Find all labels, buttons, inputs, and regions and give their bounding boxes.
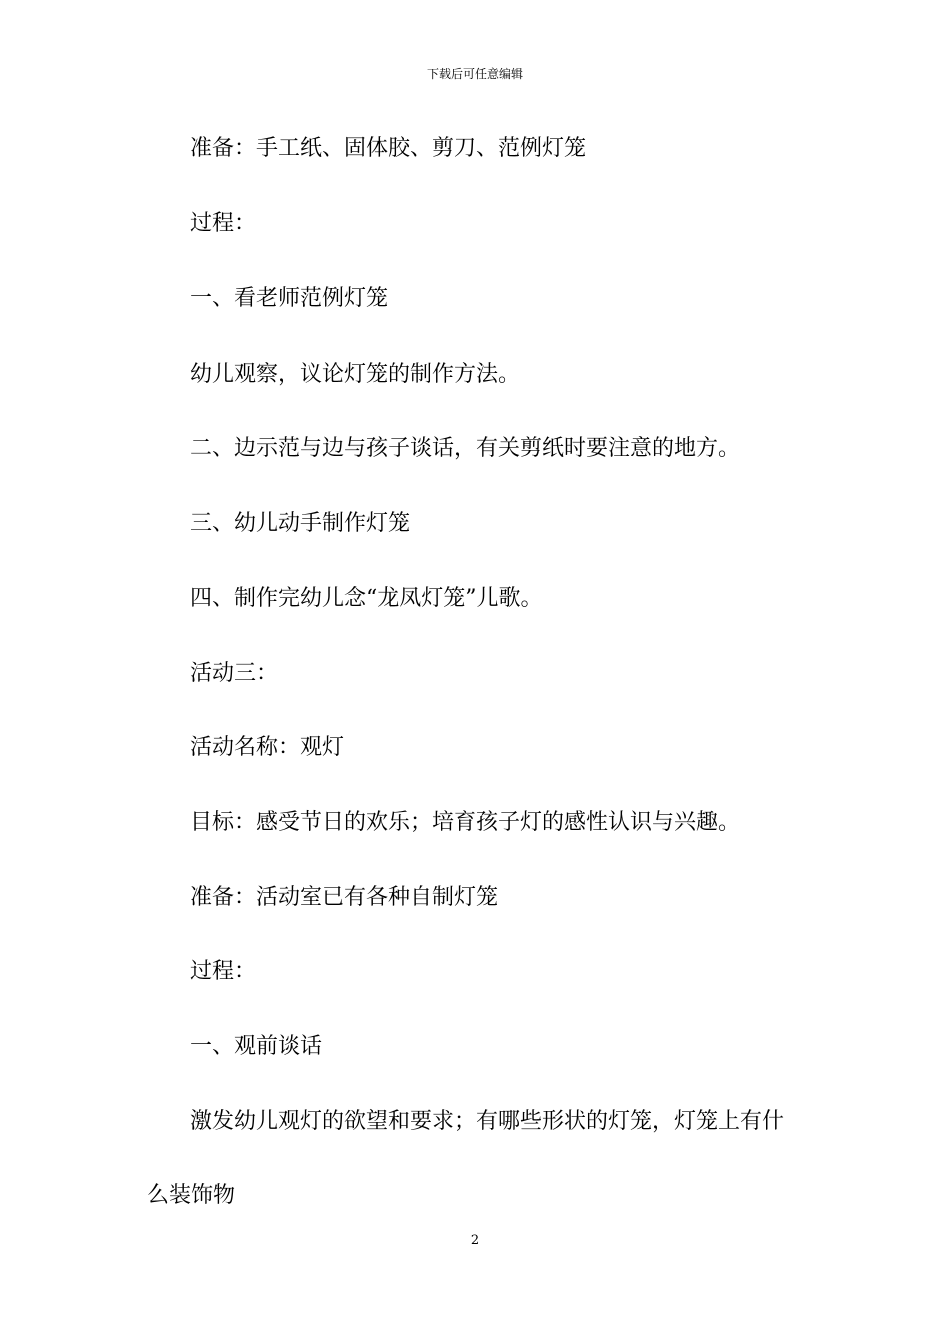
paragraph-goal: 目标：感受节日的欢乐；培育孩子灯的感性认识与兴趣。	[190, 810, 741, 835]
paragraph-observe: 幼儿观察，议论灯笼的制作方法。	[190, 362, 521, 387]
page-header: 下载后可任意编辑	[426, 67, 523, 81]
paragraph-preparation-2: 准备：活动室已有各种自制灯笼	[190, 885, 499, 910]
paragraph-step-1b: 一、观前谈话	[190, 1034, 323, 1059]
paragraph-step-3: 三、幼儿动手制作灯笼	[190, 511, 411, 536]
paragraph-preparation-1: 准备：手工纸、固体胶、剪刀、范例灯笼	[190, 136, 587, 161]
paragraph-process-2: 过程：	[190, 959, 257, 984]
paragraph-motivate: 激发幼儿观灯的欲望和要求；有哪些形状的灯笼，灯笼上有什	[190, 1109, 785, 1134]
paragraph-step-2: 二、边示范与边与孩子谈话，有关剪纸时要注意的地方。	[190, 436, 741, 461]
page-number: 2	[470, 1233, 480, 1248]
paragraph-activity-3: 活动三：	[190, 661, 279, 686]
paragraph-process-1: 过程：	[190, 211, 257, 236]
paragraph-step-4: 四、制作完幼儿念“龙凤灯笼”儿歌。	[190, 586, 543, 611]
paragraph-activity-name: 活动名称：观灯	[190, 735, 345, 760]
paragraph-motivate-continued: 么装饰物	[147, 1183, 236, 1208]
paragraph-step-1: 一、看老师范例灯笼	[190, 286, 389, 311]
